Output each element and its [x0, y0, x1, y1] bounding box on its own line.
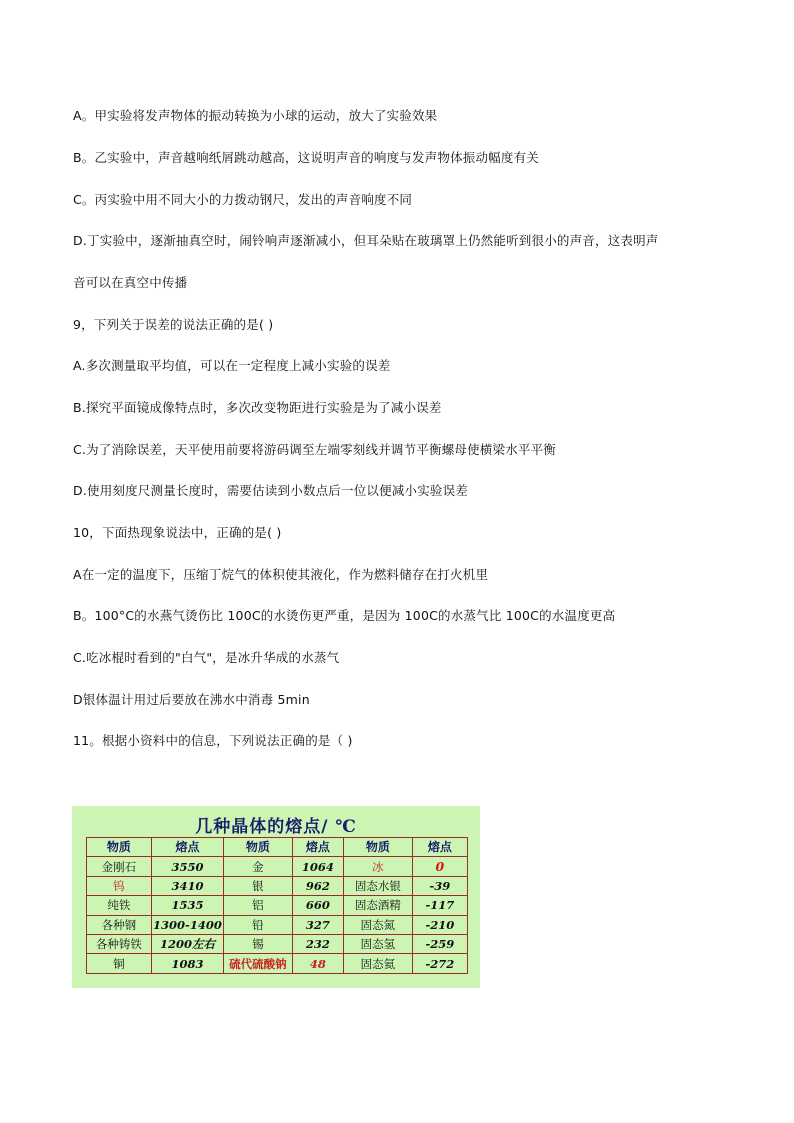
table-cell: -39	[412, 876, 467, 895]
table-cell: 铜	[87, 954, 152, 973]
table-row	[87, 954, 468, 973]
table-header-row	[87, 838, 468, 857]
option-b-q10: B。100°C的水燕气烫伤比 100C的水烫伤更严重，是因为 100C的水蒸气比 100C的水温度更高	[73, 608, 616, 623]
option-d-q9: D.使用刻度尺测量长度时，需要估读到小数点后一位以便减小实验误差	[73, 483, 468, 498]
header-cell: 熔点	[412, 838, 467, 857]
table-cell: 327	[292, 915, 343, 934]
table-row	[87, 896, 468, 915]
option-a-q8: A。甲实验将发声物体的振动转换为小球的运动，放大了实验效果	[73, 108, 438, 123]
table-cell: 48	[292, 954, 343, 973]
question-10: 10，下面热现象说法中，正确的是( )	[73, 525, 282, 540]
table-cell: -117	[412, 896, 467, 915]
table-cell: 232	[292, 934, 343, 953]
table-cell: 锡	[224, 934, 293, 953]
table-cell: 0	[412, 857, 467, 876]
table-cell: 1064	[292, 857, 343, 876]
option-c-q8: C。丙实验中用不同大小的力拨动钢尺，发出的声音响度不同	[73, 192, 413, 207]
table-cell: 各种铸铁	[87, 934, 152, 953]
melting-point-table-figure	[72, 806, 480, 988]
header-cell: 熔点	[292, 838, 343, 857]
table-cell: 3410	[151, 876, 223, 895]
option-c-q10: C.吃冰棍时看到的"白气"，是冰升华成的水蒸气	[73, 650, 340, 665]
table-cell: 1083	[151, 954, 223, 973]
question-9: 9，下列关于误差的说法正确的是( )	[73, 317, 274, 332]
table-cell: 固态水银	[344, 876, 413, 895]
header-cell: 物质	[344, 838, 413, 857]
table-cell: 1200左右	[151, 934, 223, 953]
table-cell: 962	[292, 876, 343, 895]
table-cell: 金	[224, 857, 293, 876]
table-cell: 1535	[151, 896, 223, 915]
header-cell: 物质	[224, 838, 293, 857]
option-d-q8: D.丁实验中，逐渐抽真空时，闹铃响声逐渐减小，但耳朵贴在玻璃罩上仍然能听到很小的声音，这表明声	[73, 233, 659, 248]
question-11: 11。根据小资料中的信息，下列说法正确的是（ )	[73, 733, 353, 748]
table-cell: 钨	[87, 876, 152, 895]
table-cell: 660	[292, 896, 343, 915]
table-cell: 1300-1400	[151, 915, 223, 934]
table-row	[87, 934, 468, 953]
table-cell: 冰	[344, 857, 413, 876]
table-cell: 固态酒精	[344, 896, 413, 915]
table-cell: 硫代硫酸钠	[224, 954, 293, 973]
table-cell: 银	[224, 876, 293, 895]
option-c-q9: C.为了消除误差，天平使用前要将游码调至左端零刻线并调节平衡螺母使横梁水平平衡	[73, 442, 557, 457]
table-cell: 固态氮	[344, 915, 413, 934]
option-b-q9: B.探究平面镜成像特点时，多次改变物距进行实验是为了减小误差	[73, 400, 442, 415]
table-cell: 金刚石	[87, 857, 152, 876]
table-cell: 固态氢	[344, 934, 413, 953]
table-title: 几种晶体的熔点/ ℃	[195, 817, 357, 837]
melting-point-table	[86, 837, 468, 974]
table-row	[87, 915, 468, 934]
table-cell: -259	[412, 934, 467, 953]
option-d-q8-cont: 音可以在真空中传播	[73, 275, 188, 290]
table-row	[87, 857, 468, 876]
option-a-q10: A在一定的温度下，压缩丁烷气的体积使其液化，作为燃料储存在打火机里	[73, 567, 489, 582]
table-cell: 铅	[224, 915, 293, 934]
table-row	[87, 876, 468, 895]
table-cell: 固态氦	[344, 954, 413, 973]
header-cell: 物质	[87, 838, 152, 857]
table-cell: 铝	[224, 896, 293, 915]
table-cell: -210	[412, 915, 467, 934]
option-d-q10: D银体温计用过后要放在沸水中消毒 5min	[73, 692, 310, 707]
table-cell: -272	[412, 954, 467, 973]
option-b-q8: B。乙实验中，声音越响纸屑跳动越高，这说明声音的响度与发声物体振动幅度有关	[73, 150, 539, 165]
option-a-q9: A.多次测量取平均值，可以在一定程度上减小实验的误差	[73, 358, 391, 373]
table-cell: 各种钢	[87, 915, 152, 934]
table-cell: 3550	[151, 857, 223, 876]
table-cell: 纯铁	[87, 896, 152, 915]
header-cell: 熔点	[151, 838, 223, 857]
